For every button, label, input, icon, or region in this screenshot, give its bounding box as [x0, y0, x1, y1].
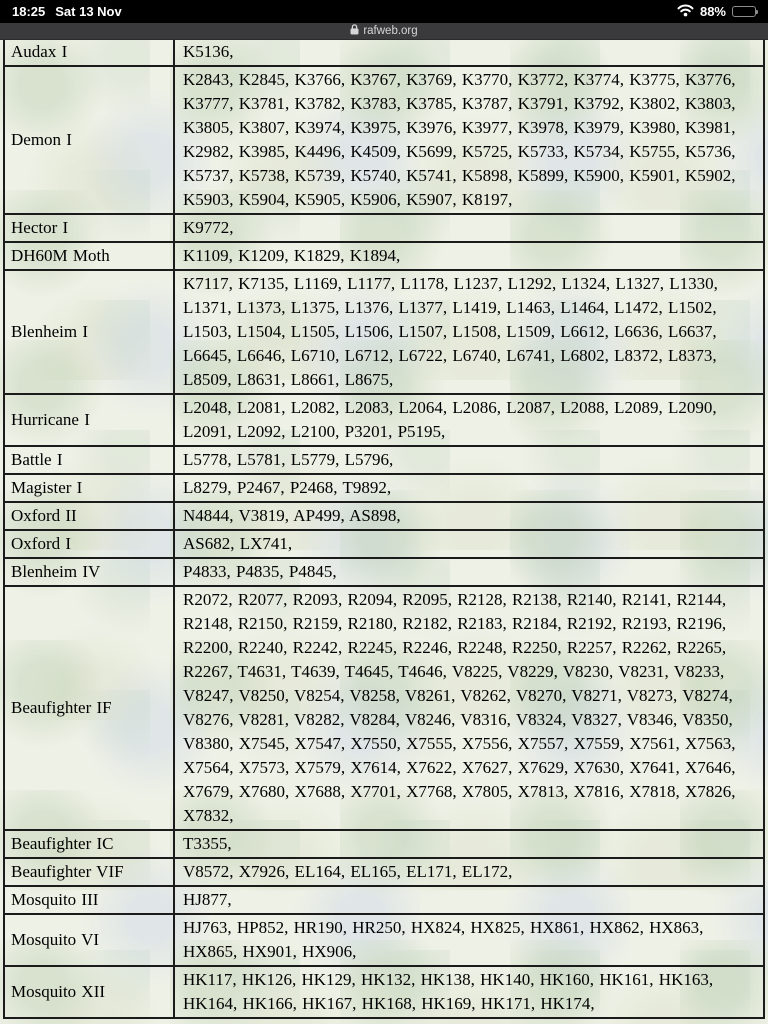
serial-numbers-cell: L5778, L5781, L5779, L5796, — [174, 446, 764, 474]
table-row — [4, 394, 764, 446]
table-row — [4, 214, 764, 242]
serial-numbers-cell: HJ877, — [174, 886, 764, 914]
serial-numbers-cell: N4844, V3819, AP499, AS898, — [174, 502, 764, 530]
aircraft-type-cell: DH60M Moth — [4, 242, 174, 270]
web-page — [0, 40, 768, 1024]
table-row — [4, 530, 764, 558]
serial-numbers-cell: HJ763, HP852, HR190, HR250, HX824, HX825, HX861, HX862, HX863, HX865, HX901, HX906, — [174, 914, 764, 966]
serial-numbers-cell: K1109, K1209, K1829, K1894, — [174, 242, 764, 270]
serial-numbers-cell: K5136, — [174, 40, 764, 66]
table-row — [4, 66, 764, 214]
aircraft-type-cell: Magister I — [4, 474, 174, 502]
serial-numbers-cell: K2843, K2845, K3766, K3767, K3769, K3770, K3772, K3774, K3775, K3776, K3777, K3781, K3782, K3783, K3785, K3787, K3791, K3792, K3802, K3803, K3805, K3807, K3974, K3975, K3976, K3977, K3978, K3979, K3980, K3981, K2982, K3985, K4496, K4509, K5699, K5725, K5733, K5734, K5755, K5736, K5737, K5738, K5739, K5740, K5741, K5898, K5899, K5900, K5901, K5902, K5903, K5904, K5905, K5906, K5907, K8197, — [174, 66, 764, 214]
aircraft-type-cell: Oxford II — [4, 502, 174, 530]
aircraft-table-body — [4, 40, 764, 1018]
aircraft-type-cell: Beaufighter VIF — [4, 858, 174, 886]
serial-numbers-cell: L8279, P2467, P2468, T9892, — [174, 474, 764, 502]
aircraft-type-cell: Mosquito VI — [4, 914, 174, 966]
serial-numbers-cell: P4833, P4835, P4845, — [174, 558, 764, 586]
battery-percent: 88% — [699, 4, 726, 19]
aircraft-type-cell: Hurricane I — [4, 394, 174, 446]
table-row — [4, 474, 764, 502]
lock-icon — [350, 24, 359, 38]
aircraft-serials-table — [3, 40, 765, 1019]
date: Sat 13 Nov — [55, 4, 122, 19]
clock: 18:25 — [12, 4, 46, 19]
table-row — [4, 242, 764, 270]
address-bar[interactable] — [0, 23, 768, 40]
table-row — [4, 966, 764, 1018]
serial-numbers-cell: HK117, HK126, HK129, HK132, HK138, HK140, HK160, HK161, HK163, HK164, HK166, HK167, HK168, HK169, HK171, HK174, — [174, 966, 764, 1018]
serial-numbers-cell: V8572, X7926, EL164, EL165, EL171, EL172, — [174, 858, 764, 886]
aircraft-type-cell: Mosquito III — [4, 886, 174, 914]
aircraft-type-cell: Blenheim IV — [4, 558, 174, 586]
status-right — [677, 4, 756, 20]
serial-numbers-cell: L2048, L2081, L2082, L2083, L2064, L2086, L2087, L2088, L2089, L2090, L2091, L2092, L2100, P3201, P5195, — [174, 394, 764, 446]
aircraft-type-cell: Mosquito XII — [4, 966, 174, 1018]
aircraft-type-cell: Battle I — [4, 446, 174, 474]
serial-numbers-cell: K9772, — [174, 214, 764, 242]
table-row — [4, 858, 764, 886]
aircraft-type-cell: Beaufighter IC — [4, 830, 174, 858]
wifi-icon — [677, 4, 694, 20]
aircraft-type-cell: Blenheim I — [4, 270, 174, 394]
table-row — [4, 40, 764, 66]
status-left — [12, 4, 122, 19]
table-row — [4, 270, 764, 394]
serial-numbers-cell: K7117, K7135, L1169, L1177, L1178, L1237, L1292, L1324, L1327, L1330, L1371, L1373, L1375, L1376, L1377, L1419, L1463, L1464, L1472, L1502, L1503, L1504, L1505, L1506, L1507, L1508, L1509, L6612, L6636, L6637, L6645, L6646, L6710, L6712, L6722, L6740, L6741, L6802, L8372, L8373, L8509, L8631, L8661, L8675, — [174, 270, 764, 394]
status-bar — [0, 0, 768, 23]
table-row — [4, 886, 764, 914]
serial-numbers-cell: AS682, LX741, — [174, 530, 764, 558]
serial-numbers-cell: R2072, R2077, R2093, R2094, R2095, R2128, R2138, R2140, R2141, R2144, R2148, R2150, R2159, R2180, R2182, R2183, R2184, R2192, R2193, R2196, R2200, R2240, R2242, R2245, R2246, R2248, R2250, R2257, R2262, R2265, R2267, T4631, T4639, T4645, T4646, V8225, V8229, V8230, V8231, V8233, V8247, V8250, V8254, V8258, V8261, V8262, V8270, V8271, V8273, V8274, V8276, V8281, V8282, V8284, V8246, V8316, V8324, V8327, V8346, V8350, V8380, X7545, X7547, X7550, X7555, X7556, X7557, X7559, X7561, X7563, X7564, X7573, X7579, X7614, X7622, X7627, X7629, X7630, X7641, X7646, X7679, X7680, X7688, X7701, X7768, X7805, X7813, X7816, X7818, X7826, X7832, — [174, 586, 764, 830]
address-bar-domain: rafweb.org — [363, 25, 418, 37]
serial-numbers-cell: T3355, — [174, 830, 764, 858]
aircraft-type-cell: Demon I — [4, 66, 174, 214]
table-row — [4, 502, 764, 530]
aircraft-type-cell: Audax I — [4, 40, 174, 66]
table-row — [4, 558, 764, 586]
battery-icon — [732, 6, 756, 17]
aircraft-type-cell: Hector I — [4, 214, 174, 242]
table-row — [4, 830, 764, 858]
table-row — [4, 586, 764, 830]
table-row — [4, 914, 764, 966]
table-row — [4, 446, 764, 474]
aircraft-type-cell: Beaufighter IF — [4, 586, 174, 830]
aircraft-type-cell: Oxford I — [4, 530, 174, 558]
